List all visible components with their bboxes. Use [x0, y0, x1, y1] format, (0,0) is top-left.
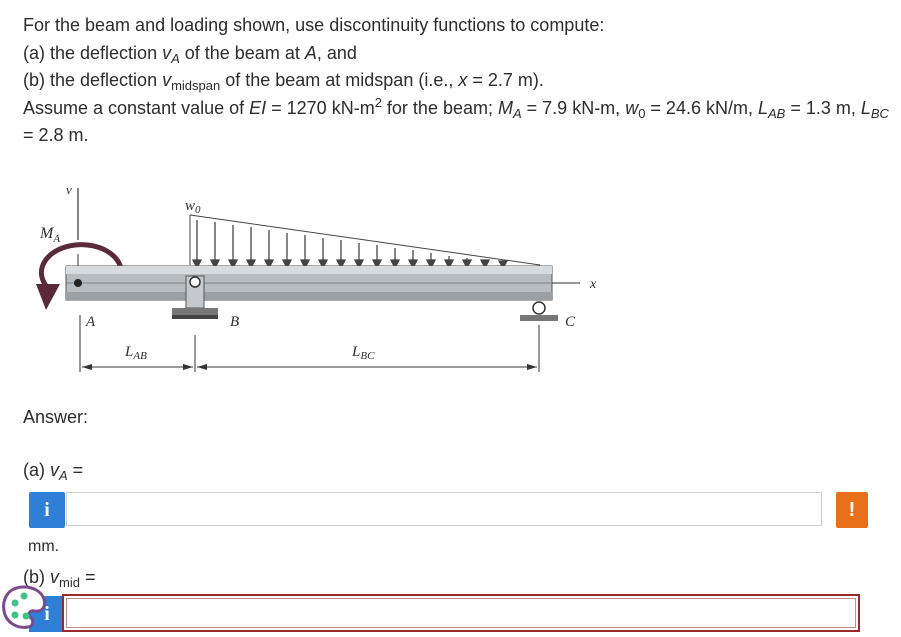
info-button-b[interactable]: i	[29, 596, 65, 632]
beam-diagram	[20, 180, 620, 380]
label-a: A	[86, 314, 96, 330]
info-button-a[interactable]: i	[29, 492, 65, 528]
question-a-label: (a) $v_A$ =	[23, 460, 84, 483]
problem-line-1: For the beam and loading shown, use discontinuity functions to compute:	[23, 15, 605, 35]
x-axis-label: x	[590, 277, 597, 292]
problem-statement	[23, 12, 893, 150]
unit-label: mm.	[28, 538, 60, 555]
v-axis-label: v	[66, 182, 72, 197]
support-c	[520, 302, 558, 321]
problem-line-4: Assume a constant value of EI = 1270 $kN-m^2$ for the beam; $M_A = 7.9$ kN-m, $w_0 = 24.6$ kN/m, $L_{AB} = 1.3$ m, $L_{BC} = 2.8$ m.	[23, 94, 889, 145]
dim-lab: $L_{AB}$	[125, 344, 147, 362]
ma-label: $M_A$	[40, 225, 61, 245]
answer-heading: Answer:	[23, 407, 89, 427]
label-b: B	[230, 314, 240, 330]
problem-line-2: (a) the deflection $v_A$ of the beam at A, and	[23, 42, 357, 66]
moment-arrowhead	[36, 284, 60, 310]
palette-icon[interactable]	[0, 583, 48, 631]
question-b-label: (b) $v_{mid}$ =	[23, 567, 96, 590]
alert-icon[interactable]: !	[836, 492, 868, 528]
distributed-load-arrows	[193, 220, 507, 268]
label-c: C	[565, 314, 576, 330]
w0-label: $w_0$	[185, 198, 201, 216]
problem-line-3: (b) the deflection $v_{midspan}$ of the beam at midspan (i.e., x = 2.7 m).	[23, 70, 544, 93]
answer-a-input[interactable]	[66, 492, 822, 526]
dim-lbc: $L_{BC}$	[352, 344, 375, 362]
answer-b-input[interactable]	[62, 594, 860, 632]
